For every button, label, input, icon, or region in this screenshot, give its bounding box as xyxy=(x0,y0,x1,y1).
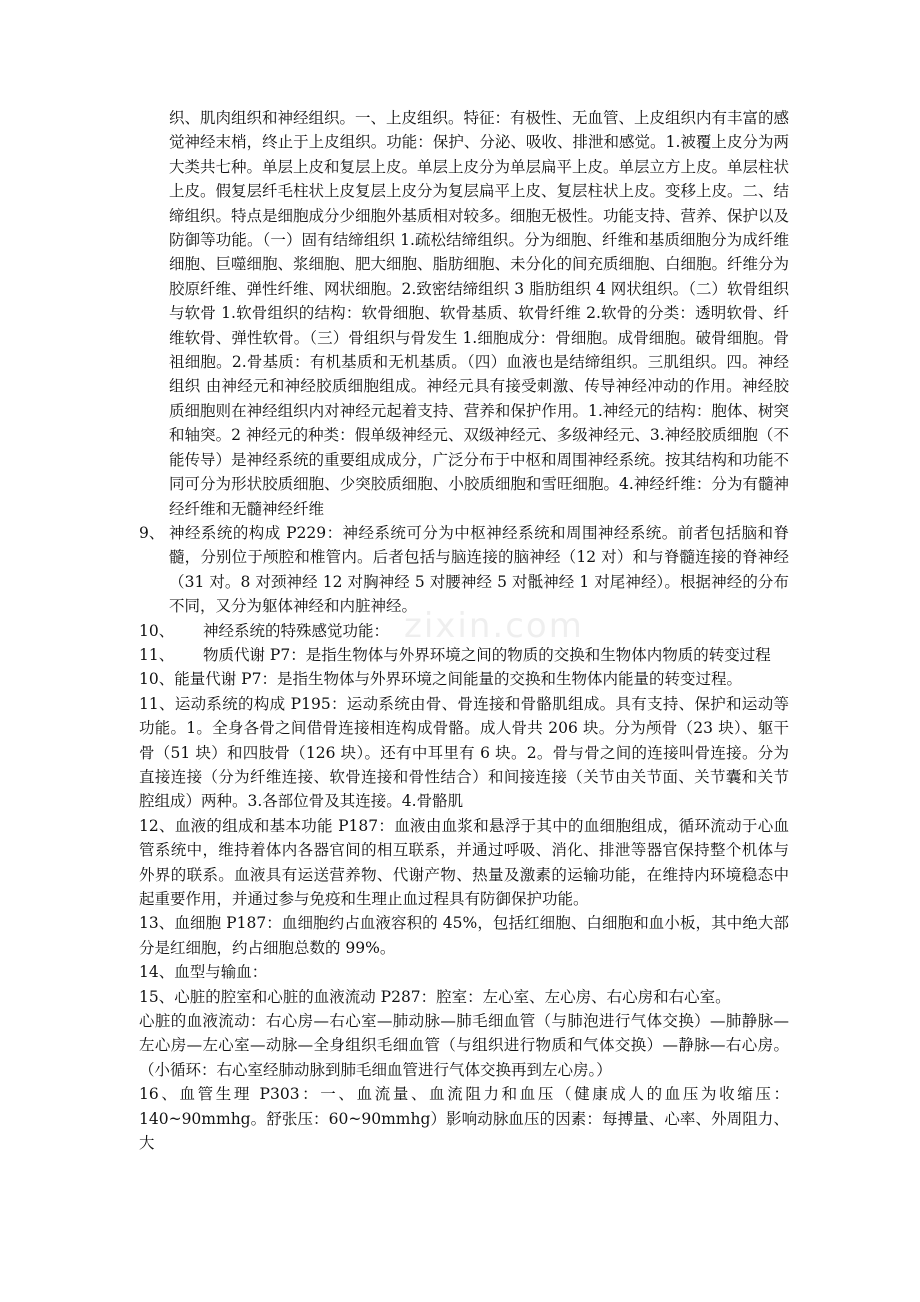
numbered-item-11 xyxy=(139,643,789,667)
paragraph-motor-system: 11、运动系统的构成 P195：运动系统由骨、骨连接和骨骼肌组成。具有支持、保护和运动等功能。1。全身各骨之间借骨连接相连构成骨骼。成人骨共 206 块。分为颅骨（23 块）、躯干骨（51 块）和四肢骨（126 块）。还有中耳里有 6 块。2。骨与骨之间的连接叫骨连接。分为直接连接（分为纤维连接、软骨连接和骨性结合）和间接连接（关节由关节面、关节囊和关节腔组成）两种。3.各部位骨及其连接。4.骨骼肌 xyxy=(139,694,789,811)
document-body xyxy=(139,106,789,1155)
watermark: zixin.com xyxy=(404,606,584,646)
numbered-item-10 xyxy=(139,619,789,643)
item-text: 物质代谢 P7：是指生物体与外界环境之间的物质的交换和生物体内物质的转变过程 xyxy=(203,645,771,664)
paragraph-vascular-physiology: 16、血管生理 P303：一、血流量、血流阻力和血压（健康成人的血压为收缩压：140~90mmhg。舒张压：60~90mmhg）影响动脉血压的因素：每搏量、心率、外周阻力、大 xyxy=(139,1085,789,1153)
paragraph-heart-chambers: 15、心脏的腔室和心脏的血液流动 P287：腔室：左心室、左心房、右心房和右心室。 xyxy=(139,987,731,1006)
item-text: 神经系统的构成 P229：神经系统可分为中枢神经系统和周围神经系统。前者包括脑和脊髓，分别位于颅腔和椎管内。后者包括与脑连接的脑神经（12 对）和与脊髓连接的脊神经（31 对。8 对颈神经 12 对胸神经 5 对腰神经 5 对骶神经 1 对尾神经）。根据神经的分布不同，又分为躯体神经和内脏神经。 xyxy=(169,523,789,616)
paragraph-heart-blood-flow: 心脏的血液流动：右心房—右心室—肺动脉—肺毛细血管（与肺泡进行气体交换）—肺静脉—左心房—左心室—动脉—全身组织毛细血管（与组织进行物质和气体交换）—静脉—右心房。（小循环：右心室经肺动脉到肺毛细血管进行气体交换再到左心房。） xyxy=(139,1012,789,1079)
paragraph-blood-type: 14、血型与输血： xyxy=(139,963,268,982)
item-number: 10、 xyxy=(139,621,175,640)
numbered-item-9 xyxy=(139,521,789,619)
item-number: 11、 xyxy=(139,645,175,664)
paragraph-energy-metabolism: 10、能量代谢 P7：是指生物体与外界环境之间能量的交换和生物体内能量的转变过程。 xyxy=(139,670,742,689)
intro-paragraph: 织、肌肉组织和神经组织。一、上皮组织。特征：有极性、无血管、上皮组织内有丰富的感觉神经末梢，终止于上皮组织。功能：保护、分泌、吸收、排泄和感觉。1.被覆上皮分为两大类共七种。单层上皮和复层上皮。单层上皮分为单层扁平上皮。单层立方上皮。单层柱状上皮。假复层纤毛柱状上皮复层上皮分为复层扁平上皮、复层柱状上皮。变移上皮。二、结缔组织。特点是细胞成分少细胞外基质相对较多。细胞无极性。功能支持、营养、保护以及防御等功能。（一）固有结缔组织 1.疏松结缔组织。分为细胞、纤维和基质细胞分为成纤维细胞、巨噬细胞、浆细胞、肥大细胞、脂肪细胞、未分化的间充质细胞、白细胞。纤维分为胶原纤维、弹性纤维、网状细胞。2.致密结缔组织 3 脂肪组织 4 网状组织。（二）软骨组织与软骨 1.软骨组织的结构：软骨细胞、软骨基质、软骨纤维 2.软骨的分类：透明软骨、纤维软骨、弹性软骨。（三）骨组织与骨发生 1.细胞成分：骨细胞。成骨细胞。破骨细胞。骨祖细胞。2.骨基质：有机基质和无机基质。（四）血液也是结缔组织。三肌组织。四。神经组织 由神经元和神经胶质细胞组成。神经元具有接受刺激、传导神经冲动的作用。神经胶质细胞则在神经组织内对神经元起着支持、营养和保护作用。1.神经元的结构：胞体、树突和轴突。2 神经元的种类：假单级神经元、双级神经元、多级神经元、3.神经胶质细胞（不能传导）是神经系统的重要组成成分，广泛分布于中枢和周围神经系统。按其结构和功能不同可分为形状胶质细胞、少突胶质细胞、小胶质细胞和雪旺细胞。4.神经纤维：分为有髓神经纤维和无髓神经纤维 xyxy=(169,109,790,518)
paragraph-blood-composition: 12、血液的组成和基本功能 P187：血液由血浆和悬浮于其中的血细胞组成，循环流动于心血管系统中，维持着体内各器官间的相互联系，并通过呼吸、消化、排泄等器官保持整个机体与外界的联系。血液具有运送营养物、代谢产物、热量及激素的运输功能，在维持内环境稳态中起重要作用，并通过参与免疫和生理止血过程具有防御保护功能。 xyxy=(139,816,789,908)
paragraph-blood-cells: 13、血细胞 P187：血细胞约占血液容积的 45%，包括红细胞、白细胞和血小板，其中绝大部分是红细胞，约占细胞总数的 99%。 xyxy=(139,914,789,957)
item-number: 9、 xyxy=(139,523,165,542)
item-text: 神经系统的特殊感觉功能： xyxy=(203,621,390,640)
